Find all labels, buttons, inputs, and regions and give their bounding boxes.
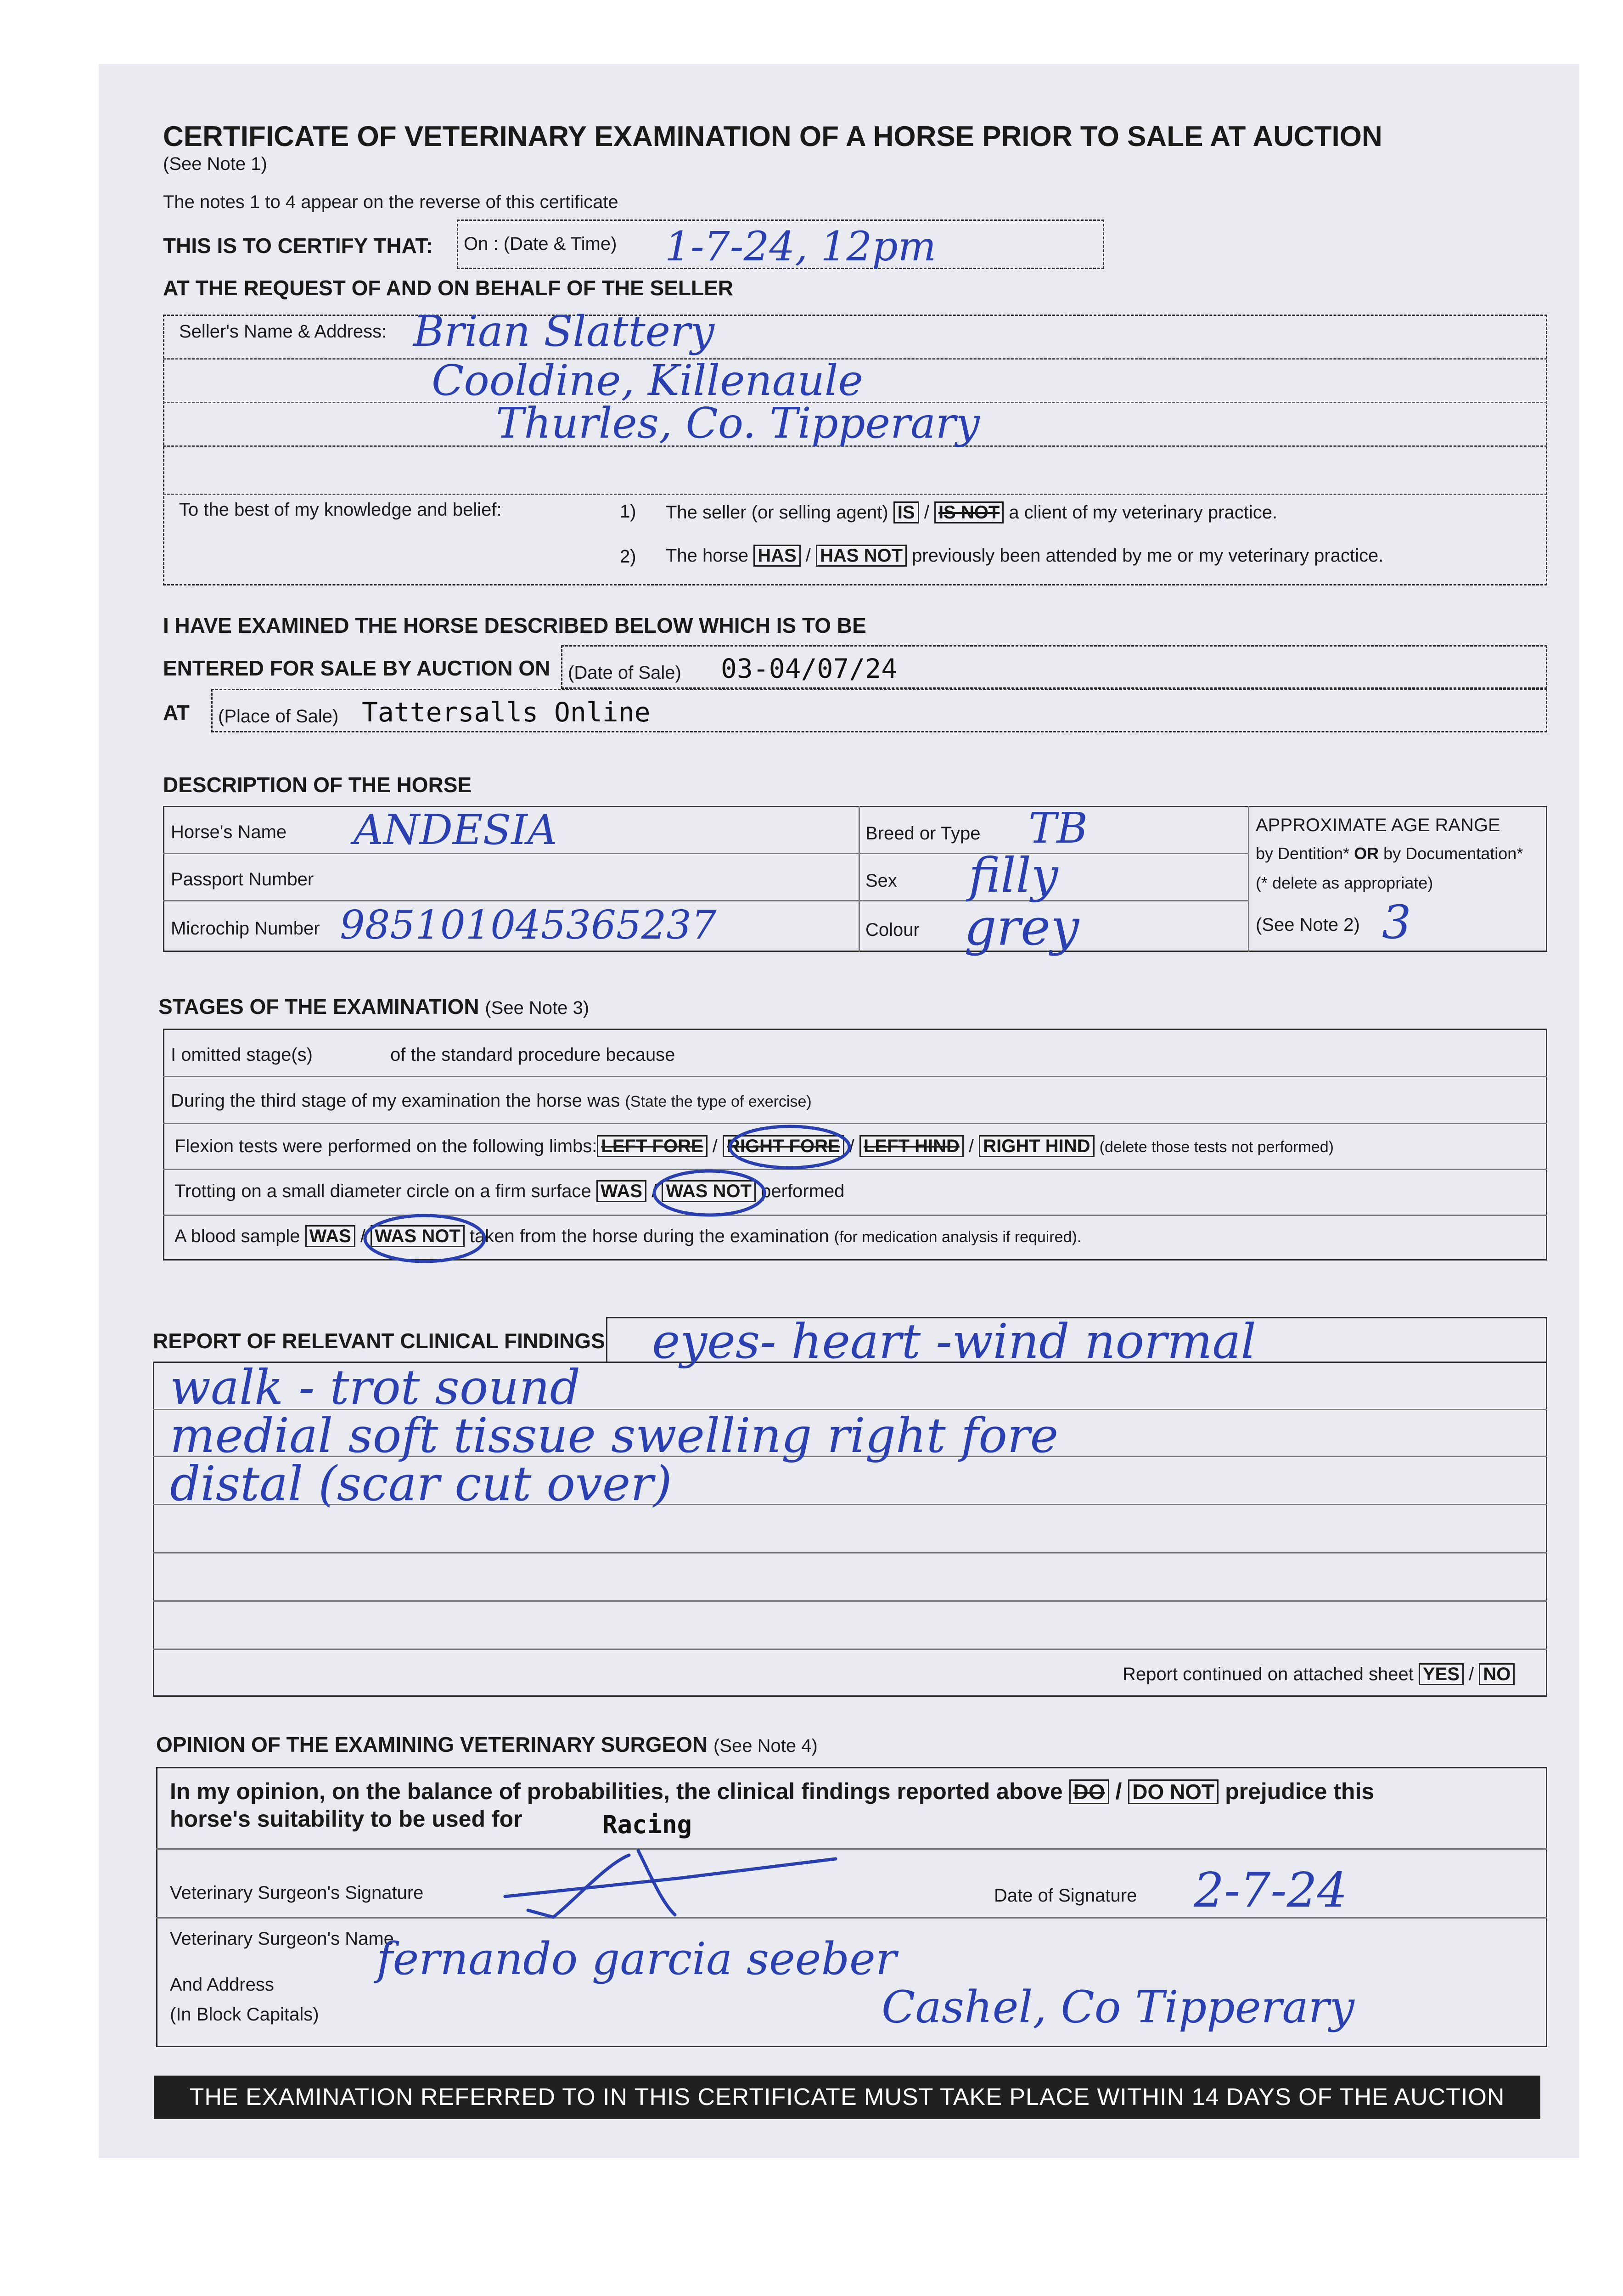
option-is[interactable]: IS xyxy=(893,501,919,523)
age-see-note: (See Note 2) xyxy=(1256,915,1360,935)
opinion-heading-text: OPINION OF THE EXAMINING VETERINARY SURGEON xyxy=(156,1733,708,1756)
statement-1-number: 1) xyxy=(620,501,636,522)
option-is-not[interactable]: IS NOT xyxy=(934,501,1004,523)
third-stage-text: During the third stage of my examination the horse was xyxy=(171,1091,620,1111)
breed-label: Breed or Type xyxy=(865,823,981,844)
statement-2: The horse HAS / HAS NOT previously been attended by me or my veterinary practice. xyxy=(666,546,1384,566)
report-line-4: distal (scar cut over) xyxy=(170,1456,672,1512)
statement-2-number: 2) xyxy=(620,546,636,567)
date-of-sale-value: 03-04/07/24 xyxy=(721,653,898,684)
trot-post: performed xyxy=(761,1181,845,1201)
age-title: APPROXIMATE AGE RANGE xyxy=(1256,815,1500,835)
statement-1-post: a client of my veterinary practice. xyxy=(1009,502,1278,523)
omitted-stages-pre: I omitted stage(s) xyxy=(171,1045,313,1065)
report-line-3: medial soft tissue swelling right fore xyxy=(170,1407,1059,1463)
place-of-sale-label: (Place of Sale) xyxy=(218,706,339,726)
passport-label: Passport Number xyxy=(171,869,314,889)
request-label: AT THE REQUEST OF AND ON BEHALF OF THE SELLER xyxy=(163,276,733,300)
flexion-right-fore[interactable]: RIGHT FORE xyxy=(723,1135,844,1157)
opinion-heading-note: (See Note 4) xyxy=(713,1736,818,1756)
entered-label: ENTERED FOR SALE BY AUCTION ON xyxy=(163,656,550,680)
certificate-title: CERTIFICATE OF VETERINARY EXAMINATION OF A HORSE PRIOR TO SALE AT AUCTION xyxy=(163,121,1382,152)
age-value: 3 xyxy=(1382,895,1411,949)
stages-heading-text: STAGES OF THE EXAMINATION xyxy=(158,995,479,1019)
blood-line: A blood sample WAS / WAS NOT taken from the horse during the examination (for medication analysis if required). xyxy=(174,1226,1082,1246)
report-continued-no[interactable]: NO xyxy=(1479,1663,1515,1685)
breed-value: TB xyxy=(1028,804,1088,853)
age-delete-note: (* delete as appropriate) xyxy=(1256,873,1433,892)
flexion-right-hind[interactable]: RIGHT HIND xyxy=(979,1135,1094,1157)
stages-heading-note: (See Note 3) xyxy=(485,998,590,1018)
age-by-documentation[interactable]: by Documentation* xyxy=(1383,844,1523,863)
footer-banner: THE EXAMINATION REFERRED TO IN THIS CERTIFICATE MUST TAKE PLACE WITHIN 14 DAYS OF THE AUCTION xyxy=(154,2076,1540,2119)
date-signature-label: Date of Signature xyxy=(994,1885,1137,1906)
at-label: AT xyxy=(163,701,190,725)
flexion-right-hind-circle xyxy=(730,1126,849,1168)
trot-was-not-circle xyxy=(654,1171,764,1215)
vet-and-address-label: And Address xyxy=(170,1975,274,1995)
certify-label: THIS IS TO CERTIFY THAT: xyxy=(163,234,433,258)
vet-address-value: Cashel, Co Tipperary xyxy=(882,1981,1354,2033)
opinion-text-line1: In my opinion, on the balance of probabilities, the clinical findings reported above DO / DO NOT prejudice this xyxy=(170,1778,1375,1804)
sex-label: Sex xyxy=(865,871,897,891)
flexion-note: (delete those tests not performed) xyxy=(1099,1138,1334,1156)
trot-line: Trotting on a small diameter circle on a firm surface WAS / WAS NOT performed xyxy=(174,1181,845,1201)
trot-text: Trotting on a small diameter circle on a firm surface xyxy=(174,1181,591,1201)
opinion-text-line2: horse's suitability to be used for xyxy=(170,1806,522,1832)
third-stage-note: (State the type of exercise) xyxy=(625,1093,812,1110)
omitted-stages-post: of the standard procedure because xyxy=(390,1045,675,1065)
opinion-text-pre: In my opinion, on the balance of probabilities, the clinical findings reported above xyxy=(170,1778,1063,1804)
report-heading: REPORT OF RELEVANT CLINICAL FINDINGS xyxy=(153,1329,605,1353)
seller-name-label: Seller's Name & Address: xyxy=(179,321,387,342)
option-has[interactable]: HAS xyxy=(753,545,800,567)
option-has-not[interactable]: HAS NOT xyxy=(816,545,907,567)
age-or: OR xyxy=(1354,844,1379,863)
flexion-text: Flexion tests were performed on the following limbs: xyxy=(174,1136,597,1156)
opinion-do-not[interactable]: DO NOT xyxy=(1128,1779,1219,1804)
opinion-use-value: Racing xyxy=(602,1810,692,1839)
date-time-value: 1-7-24, 12pm xyxy=(665,223,937,270)
notes-line: The notes 1 to 4 appear on the reverse of this certificate xyxy=(163,192,618,212)
trot-was[interactable]: WAS xyxy=(596,1180,646,1202)
seller-address-line1: Cooldine, Killenaule xyxy=(432,356,863,405)
statement-1: The seller (or selling agent) IS / IS NOT a client of my veterinary practice. xyxy=(666,502,1278,523)
report-line-1: eyes- heart -wind normal xyxy=(652,1313,1256,1369)
horse-name-value: ANDESIA xyxy=(354,806,557,854)
report-continued-label: Report continued on attached sheet xyxy=(1123,1664,1414,1684)
vet-signature xyxy=(505,1851,836,1917)
statement-2-post: previously been attended by me or my veterinary practice. xyxy=(912,546,1384,566)
opinion-do[interactable]: DO xyxy=(1069,1779,1109,1804)
flexion-left-hind[interactable]: LEFT HIND xyxy=(859,1135,964,1157)
description-heading: DESCRIPTION OF THE HORSE xyxy=(163,773,472,797)
signature-label: Veterinary Surgeon's Signature xyxy=(170,1883,424,1903)
opinion-text-post: prejudice this xyxy=(1225,1778,1375,1804)
flexion-left-fore[interactable]: LEFT FORE xyxy=(597,1135,707,1157)
statement-2-text: The horse xyxy=(666,546,749,566)
blood-was-not[interactable]: WAS NOT xyxy=(371,1225,465,1247)
report-continued-line: Report continued on attached sheet YES / NO xyxy=(1123,1663,1515,1685)
vet-name-value: fernando garcia seeber xyxy=(376,1933,897,1985)
trot-was-not[interactable]: WAS NOT xyxy=(662,1180,756,1202)
blood-post: taken from the horse during the examination xyxy=(469,1226,829,1246)
microchip-label: Microchip Number xyxy=(171,918,320,939)
microchip-value: 985101045365237 xyxy=(340,902,717,948)
blood-text: A blood sample xyxy=(174,1226,300,1246)
flexion-line: Flexion tests were performed on the following limbs: LEFT FORE / RIGHT FORE / LEFT HIND / RIGHT HIND (delete those tests not performed) xyxy=(174,1136,1334,1156)
report-continued-yes[interactable]: YES xyxy=(1419,1663,1464,1685)
age-by-dentition[interactable]: by Dentition* xyxy=(1256,844,1350,863)
blood-note: (for medication analysis if required). xyxy=(834,1228,1082,1246)
examined-label: I HAVE EXAMINED THE HORSE DESCRIBED BELOW WHICH IS TO BE xyxy=(163,613,866,637)
place-of-sale-value: Tattersalls Online xyxy=(362,697,651,728)
seller-name-value: Brian Slattery xyxy=(413,307,714,356)
date-time-label: On : (Date & Time) xyxy=(464,234,617,254)
see-note-1: (See Note 1) xyxy=(163,154,267,174)
vet-block-caps-label: (In Block Capitals) xyxy=(170,2004,319,2025)
knowledge-label: To the best of my knowledge and belief: xyxy=(179,500,502,520)
vet-name-label: Veterinary Surgeon's Name xyxy=(170,1929,394,1949)
date-signature-value: 2-7-24 xyxy=(1194,1862,1348,1918)
colour-value: grey xyxy=(964,898,1079,957)
report-line-2: walk - trot sound xyxy=(170,1359,581,1415)
blood-was-not-circle xyxy=(365,1216,484,1261)
blood-was[interactable]: WAS xyxy=(305,1225,355,1247)
statement-1-text: The seller (or selling agent) xyxy=(666,502,888,523)
sex-value: filly xyxy=(969,847,1058,903)
date-of-sale-label: (Date of Sale) xyxy=(568,663,681,683)
horse-name-label: Horse's Name xyxy=(171,822,287,842)
seller-address-line2: Thurles, Co. Tipperary xyxy=(496,399,980,448)
colour-label: Colour xyxy=(865,920,920,940)
